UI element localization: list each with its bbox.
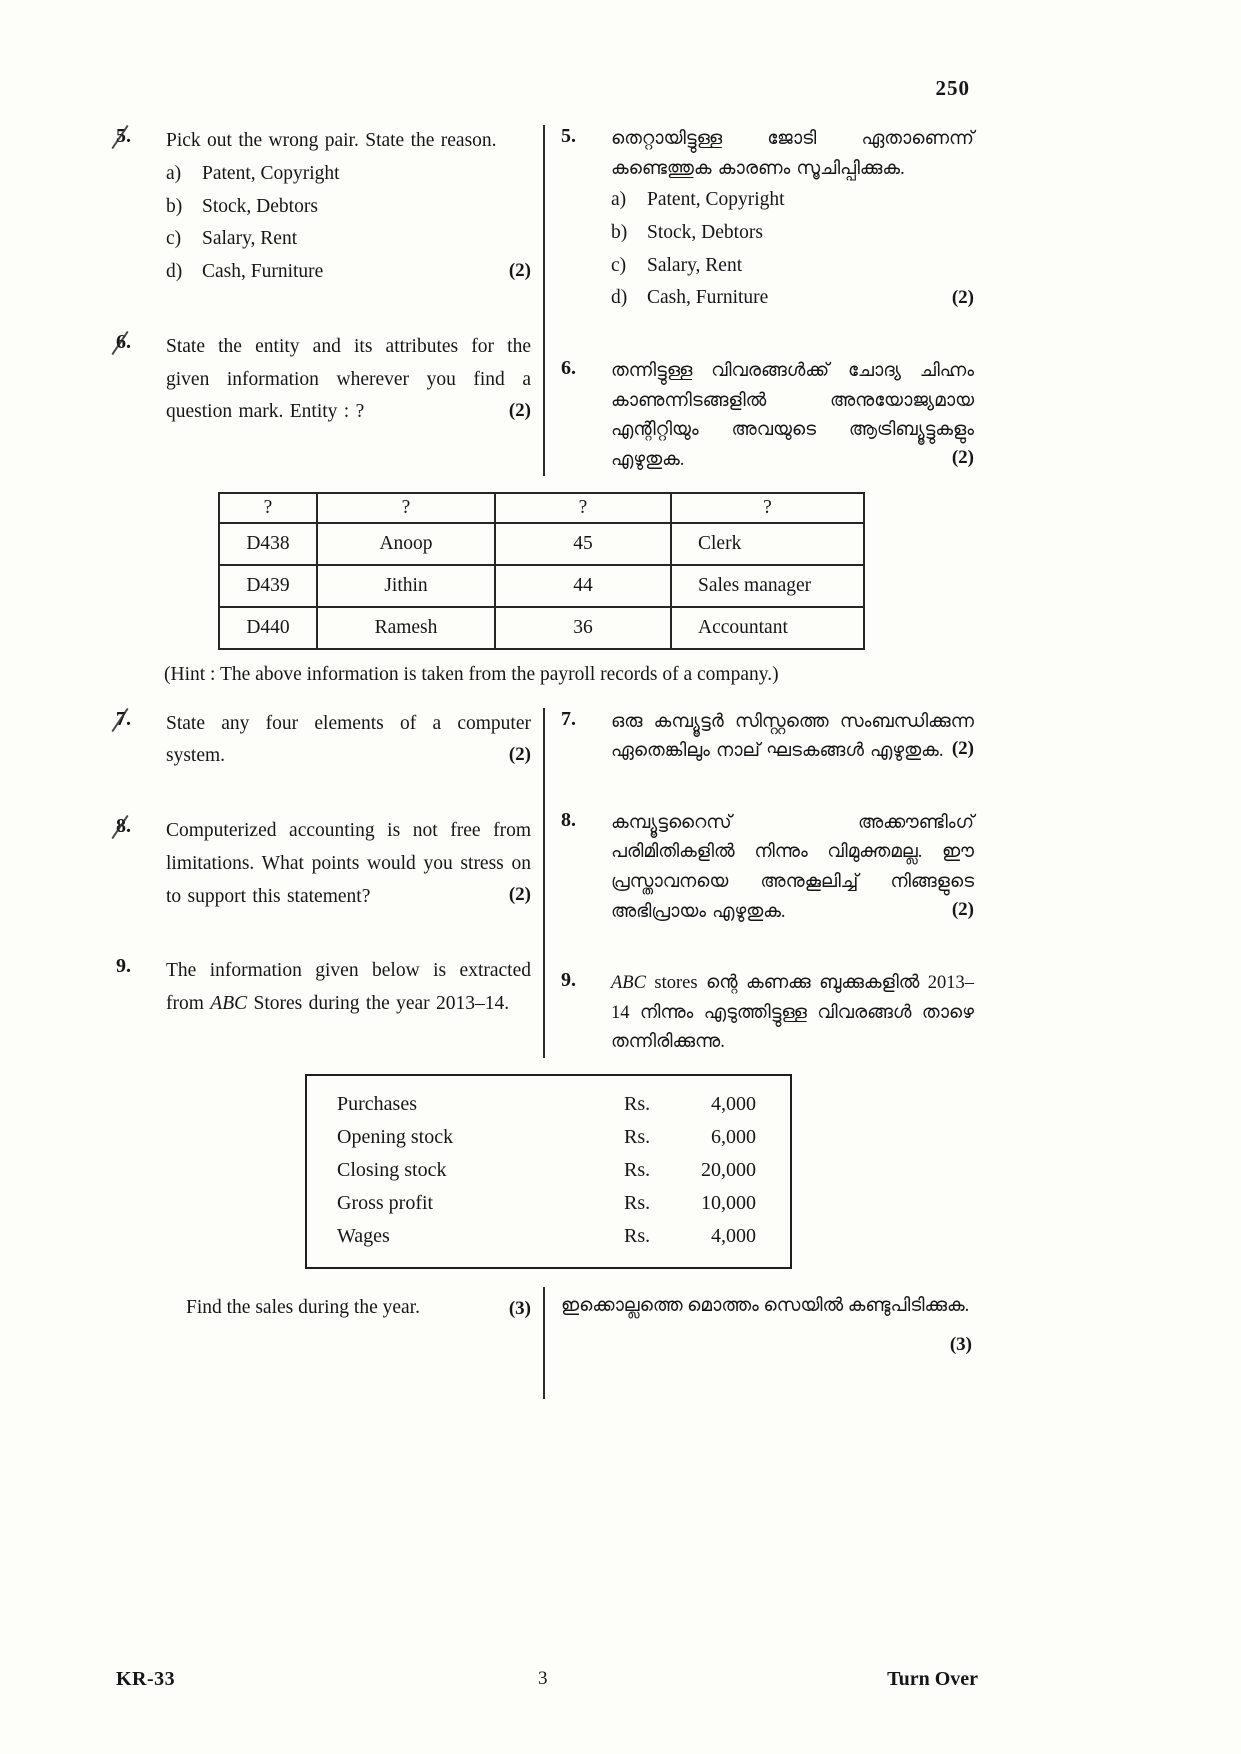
- account-amount: 20,000: [701, 1158, 756, 1181]
- question-number-text: 8.: [116, 815, 131, 838]
- marks-badge: (2): [508, 884, 531, 906]
- accounts-table: [305, 1074, 792, 1269]
- account-row-closing-stock: [337, 1154, 756, 1187]
- option-a: [611, 184, 974, 217]
- question-5-text-en: Pick out the wrong pair. State the reason.: [166, 130, 497, 151]
- question-8-number: [561, 809, 611, 927]
- malayalam-column: [543, 708, 980, 1058]
- turn-over-label: Turn Over: [887, 1668, 978, 1690]
- question-8-english: [116, 815, 531, 913]
- question-number-text: 5.: [561, 125, 576, 147]
- malayalam-column: [543, 125, 980, 476]
- entity-table-row: [219, 523, 864, 565]
- question-9-text-en: [166, 955, 531, 1021]
- page-number: 3: [538, 1668, 548, 1689]
- marks-badge: (2): [508, 400, 531, 422]
- question-text-part: The information given below is extracted from: [166, 960, 531, 1015]
- question-text-part: Stores during the year 2013–14.: [247, 993, 510, 1015]
- option-text: Patent, Copyright: [202, 162, 340, 184]
- account-label: Gross profit: [337, 1191, 434, 1214]
- marks-badge: (2): [951, 447, 974, 469]
- option-d: [611, 282, 974, 315]
- option-letter: b): [166, 195, 183, 217]
- find-sales-malayalam: [561, 1287, 974, 1361]
- question-5-text-ml: തെറ്റായിട്ടുള്ള ജോടി ഏതാണെന്ന് കണ്ടെത്തുക കാരണം സൂചിപ്പിക്കുക.: [611, 129, 974, 179]
- question-7-text-ml: ഒരു കമ്പ്യൂട്ടർ സിസ്റ്റത്തെ സംബന്ധിക്കുന്ന ഏതെങ്കിലും നാല് ഘടകങ്ങൾ എഴുതുക.: [611, 711, 974, 762]
- english-column: [100, 708, 543, 1058]
- find-sales-text-ml: ഇക്കൊല്ലത്തെ മൊത്തം സെയിൽ കണ്ടുപിടിക്കുക.: [561, 1295, 970, 1316]
- question-number-text: 7.: [116, 707, 131, 730]
- option-letter: c): [166, 228, 182, 250]
- option-b: [611, 217, 974, 250]
- question-number-text: 9.: [116, 955, 131, 978]
- entity-table: [218, 492, 865, 650]
- entity-cell-age: 44: [495, 565, 671, 607]
- question-number-text: 9.: [561, 969, 576, 992]
- option-a: [166, 158, 531, 191]
- table-hint: (Hint : The above information is taken from the payroll records of a company.): [164, 663, 779, 685]
- find-sales-english: [116, 1287, 531, 1324]
- entity-cell-id: D440: [219, 607, 317, 649]
- question-7-number: [561, 708, 611, 767]
- currency-label: Rs.: [624, 1125, 651, 1148]
- english-column: [100, 125, 543, 476]
- marks-badge: (2): [508, 744, 531, 766]
- question-9-number: [116, 955, 166, 1021]
- question-5-number: [561, 125, 611, 315]
- question-6-number: [561, 357, 611, 475]
- entity-header-cell: ?: [317, 493, 495, 523]
- option-letter: b): [611, 221, 628, 243]
- option-letter: a): [166, 162, 182, 184]
- option-text: Stock, Debtors: [202, 195, 318, 217]
- find-sales-text-en: Find the sales during the year.: [186, 1296, 420, 1318]
- option-letter: d): [166, 261, 183, 282]
- question-7-malayalam: [561, 708, 974, 767]
- question-6-english: [116, 331, 531, 429]
- marks-badge: (2): [951, 898, 974, 920]
- entity-cell-age: 45: [495, 523, 671, 565]
- question-9-english: [116, 955, 531, 1021]
- account-label: Opening stock: [337, 1125, 454, 1148]
- page-footer: [100, 1668, 980, 1691]
- option-letter: a): [611, 189, 627, 211]
- account-amount: 4,000: [711, 1224, 756, 1247]
- option-text: Stock, Debtors: [647, 221, 763, 243]
- option-text: Patent, Copyright: [647, 189, 785, 211]
- question-6-number: [116, 331, 166, 429]
- entity-table-row: [219, 607, 864, 649]
- question-number-text: 6.: [561, 357, 576, 380]
- account-label: Wages: [337, 1224, 390, 1247]
- question-paper-number: 250: [935, 76, 970, 100]
- question-9-number: [561, 969, 611, 1058]
- account-label: Purchases: [337, 1092, 417, 1115]
- marks-badge: (3): [949, 1334, 972, 1356]
- entity-header-cell: ?: [495, 493, 671, 523]
- section-q5-q6: [100, 125, 980, 476]
- account-label: Closing stock: [337, 1158, 447, 1181]
- question-8-number: [116, 815, 166, 913]
- question-8-malayalam: [561, 809, 974, 927]
- company-name: ABC: [210, 993, 248, 1015]
- question-5-english: [116, 125, 531, 289]
- question-6-text-ml: തന്നിട്ടുള്ള വിവരങ്ങൾക്ക് ചോദ്യ ചിഹ്നം കാണുന്നിടങ്ങളിൽ അനുയോജ്യമായ എന്റിറ്റിയും അവയുടെ ആട്രിബ്യൂട്ടുകളും എഴുതുക.: [611, 361, 974, 470]
- entity-table-row: [219, 565, 864, 607]
- page-content: [100, 0, 980, 1399]
- question-8-text-ml: കമ്പ്യൂട്ടറൈസ് അക്കൗണ്ടിംഗ് പരിമിതികളിൽ നിന്നും വിമുക്തമല്ല. ഈ പ്രസ്താവനയെ അനുകൂലിച്ച് നിങ്ങളുടെ അഭിപ്രായം എഴുതുക.: [611, 812, 974, 922]
- account-row-opening-stock: [337, 1121, 756, 1154]
- option-b: [166, 191, 531, 224]
- option-d: [166, 256, 531, 289]
- option-text: Salary, Rent: [647, 254, 743, 276]
- question-7-text-en: State any four elements of a computer system.: [166, 712, 531, 767]
- question-text-part: stores ന്റെ കണക്കു ബുക്കുകളിൽ 2013–14 നിന്നും എടുത്തിട്ടുള്ള വിവരങ്ങൾ താഴെ തന്നിരിക്കുന്നു.: [611, 973, 974, 1053]
- question-number-text: 7.: [561, 707, 576, 730]
- question-5-number: [116, 125, 166, 289]
- option-c: [166, 223, 531, 256]
- entity-table-header-row: [219, 493, 864, 523]
- entity-header-cell: ?: [671, 493, 864, 523]
- question-5-malayalam: [561, 125, 974, 315]
- entity-header-cell: ?: [219, 493, 317, 523]
- option-letter: c): [611, 254, 627, 276]
- currency-label: Rs.: [624, 1158, 651, 1181]
- marks-badge: (2): [508, 259, 531, 281]
- question-6-malayalam: [561, 357, 974, 475]
- account-amount: 6,000: [711, 1125, 756, 1148]
- currency-label: Rs.: [624, 1092, 651, 1115]
- section-find-sales: [100, 1287, 980, 1399]
- question-7-number: [116, 708, 166, 774]
- entity-cell-age: 36: [495, 607, 671, 649]
- company-name: ABC: [611, 973, 646, 994]
- account-row-gross-profit: [337, 1187, 756, 1220]
- entity-cell-designation: Sales manager: [671, 565, 864, 607]
- malayalam-column: [543, 1287, 980, 1399]
- section-q7-q9: [100, 708, 980, 1058]
- entity-cell-name: Jithin: [317, 565, 495, 607]
- question-number-text: 5.: [116, 125, 131, 147]
- option-letter: d): [611, 287, 628, 309]
- question-6-text-en: State the entity and its attributes for the given information wherever you find a question mark. Entity : ?: [166, 335, 531, 423]
- account-row-wages: [337, 1220, 756, 1253]
- question-number-text: 6.: [116, 330, 131, 353]
- question-7-english: [116, 708, 531, 774]
- marks-badge: (3): [508, 1297, 531, 1319]
- option-c: [611, 250, 974, 283]
- entity-cell-designation: Clerk: [671, 523, 864, 565]
- account-row-purchases: [337, 1088, 756, 1121]
- currency-label: Rs.: [624, 1191, 651, 1214]
- account-amount: 4,000: [711, 1092, 756, 1115]
- marks-badge: (2): [951, 286, 974, 308]
- option-text: Cash, Furniture: [647, 287, 769, 309]
- entity-cell-designation: Accountant: [671, 607, 864, 649]
- entity-cell-name: Ramesh: [317, 607, 495, 649]
- entity-cell-name: Anoop: [317, 523, 495, 565]
- question-8-text-en: Computerized accounting is not free from limitations. What points would you stress on to support this statement?: [166, 820, 531, 907]
- entity-cell-id: D438: [219, 523, 317, 565]
- marks-badge: (2): [951, 738, 974, 760]
- question-9-malayalam: [561, 969, 974, 1058]
- option-text: Cash, Furniture: [202, 261, 324, 282]
- english-column: [100, 1287, 543, 1399]
- question-number-text: 8.: [561, 808, 576, 831]
- currency-label: Rs.: [624, 1224, 651, 1247]
- account-amount: 10,000: [701, 1191, 756, 1214]
- paper-code: KR-33: [116, 1668, 176, 1690]
- question-9-text-ml: [611, 969, 974, 1058]
- option-text: Salary, Rent: [202, 228, 298, 250]
- entity-cell-id: D439: [219, 565, 317, 607]
